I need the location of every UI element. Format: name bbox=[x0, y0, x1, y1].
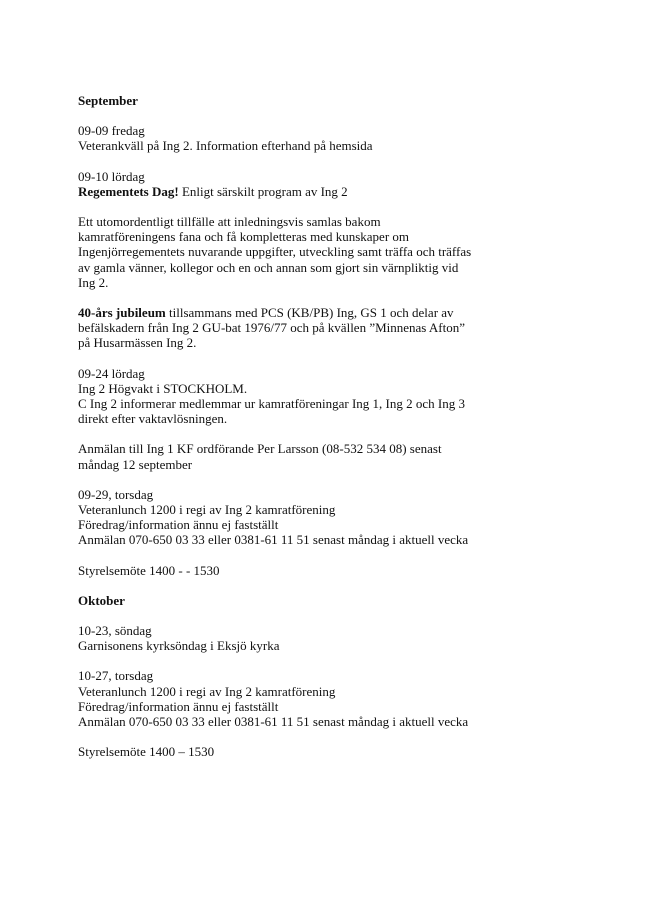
board-meeting-text: Styrelsemöte 1400 – 1530 bbox=[78, 744, 215, 760]
event-text: Anmälan 070-650 03 33 eller 0381-61 11 51 senast måndag i aktuell vecka bbox=[78, 714, 469, 730]
event-date: 09-10 lördag bbox=[78, 168, 145, 184]
event-text: Veterankväll på Ing 2. Information efterhand på hemsida bbox=[78, 138, 373, 154]
paragraph-jubilee bbox=[78, 305, 618, 351]
event-text: Föredrag/information ännu ej fastställt bbox=[78, 517, 279, 533]
event-text: Garnisonens kyrksöndag i Eksjö kyrka bbox=[78, 638, 280, 654]
event-text: direkt efter vaktavlösningen. bbox=[78, 411, 228, 427]
event-text: C Ing 2 informerar medlemmar ur kamratföreningar Ing 1, Ing 2 och Ing 3 bbox=[78, 396, 465, 412]
event-date: 09-29, torsdag bbox=[78, 486, 154, 502]
paragraph-text: tillsammans med PCS (KB/PB) Ing, GS 1 och delar av bbox=[165, 305, 454, 321]
paragraph-line bbox=[78, 305, 618, 320]
event-title: Regementets Dag! bbox=[78, 183, 179, 199]
event-text bbox=[78, 184, 618, 199]
section-heading-september: September bbox=[78, 93, 138, 108]
registration-text: Anmälan till Ing 1 KF ordförande Per Larsson (08-532 534 08) senast bbox=[78, 441, 442, 457]
event-date: 09-09 fredag bbox=[78, 123, 145, 139]
event-text: Veteranlunch 1200 i regi av Ing 2 kamratförening bbox=[78, 502, 336, 518]
paragraph-line: Ingenjörregementets nuvarande uppgifter, utveckling samt träffa och träffas bbox=[78, 244, 472, 260]
event-text-rest: Enligt särskilt program av Ing 2 bbox=[178, 183, 348, 199]
document-page bbox=[78, 93, 618, 760]
paragraph-line: Ett utomordentligt tillfälle att inledningsvis samlas bakom bbox=[78, 214, 381, 230]
event-text: Ing 2 Högvakt i STOCKHOLM. bbox=[78, 380, 248, 396]
registration-text: måndag 12 september bbox=[78, 456, 193, 472]
event-text: Föredrag/information ännu ej fastställt bbox=[78, 698, 279, 714]
paragraph-description bbox=[78, 214, 618, 290]
event-text: Veteranlunch 1200 i regi av Ing 2 kamratförening bbox=[78, 683, 336, 699]
jubilee-title: 40-års jubileum bbox=[78, 305, 166, 321]
paragraph-line: av gamla vänner, kollegor och en och annan som gjort sin värnpliktig vid bbox=[78, 259, 459, 275]
board-meeting-text: Styrelsemöte 1400 - - 1530 bbox=[78, 562, 220, 578]
event-date: 09-24 lördag bbox=[78, 365, 145, 381]
event-date: 10-23, söndag bbox=[78, 623, 152, 639]
paragraph-line: Ing 2. bbox=[78, 274, 109, 290]
paragraph-line: befälskadern från Ing 2 GU-bat 1976/77 och på kvällen ”Minnenas Afton” bbox=[78, 320, 465, 336]
event-text: Anmälan 070-650 03 33 eller 0381-61 11 51 senast måndag i aktuell vecka bbox=[78, 532, 469, 548]
section-heading-oktober: Oktober bbox=[78, 592, 125, 608]
event-date: 10-27, torsdag bbox=[78, 668, 154, 684]
paragraph-line: kamratföreningens fana och få kompletteras med kunskaper om bbox=[78, 229, 410, 245]
paragraph-line: på Husarmässen Ing 2. bbox=[78, 335, 197, 351]
